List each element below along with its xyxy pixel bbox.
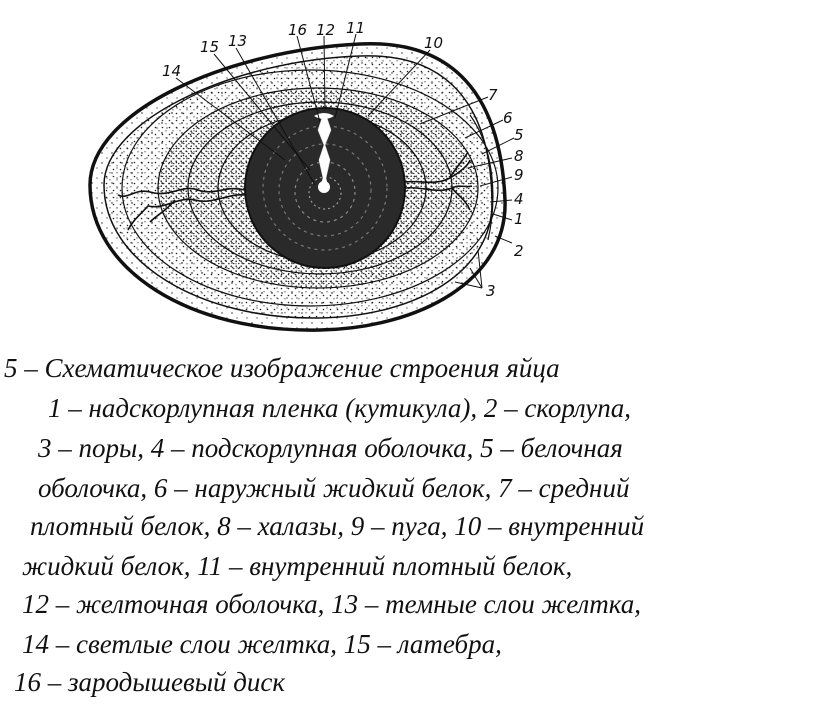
label-5: 5 — [514, 126, 524, 144]
caption-line: 1 – надскорлупная пленка (кутикула), 2 – скорлупа, — [48, 393, 632, 423]
label-15: 15 — [200, 38, 220, 56]
caption-title: 5 – Схематическое изображение строения яйца — [4, 353, 560, 383]
label-8: 8 — [514, 147, 524, 165]
caption-line: жидкий белок, 11 – внутренний плотный белок, — [22, 551, 573, 581]
label-6: 6 — [503, 109, 513, 127]
caption-line: оболочка, 6 – наружный жидкий белок, 7 – средний — [38, 473, 630, 503]
caption-line: 14 – светлые слои желтка, 15 – латебра, — [22, 629, 502, 659]
caption-line: 16 – зародышевый диск — [14, 667, 286, 697]
label-10: 10 — [424, 34, 444, 52]
label-12: 12 — [316, 21, 336, 39]
label-14: 14 — [162, 62, 182, 80]
label-9: 9 — [514, 166, 524, 184]
label-7: 7 — [488, 86, 498, 104]
label-11: 11 — [346, 19, 366, 37]
label-2: 2 — [514, 242, 524, 260]
caption-line: плотный белок, 8 – халазы, 9 – пуга, 10 – внутренний — [30, 511, 645, 541]
caption-line: 3 – поры, 4 – подскорлупная оболочка, 5 – белочная — [38, 433, 623, 463]
label-1: 1 — [514, 210, 524, 228]
latebra-center — [318, 181, 330, 193]
label-16: 16 — [288, 21, 308, 39]
label-13: 13 — [228, 32, 248, 50]
caption-line: 12 – желточная оболочка, 13 – темные слои желтка, — [22, 589, 641, 619]
yolk-group — [245, 108, 405, 268]
label-3: 3 — [486, 282, 496, 300]
label-4: 4 — [514, 190, 524, 208]
egg-structure-diagram — [0, 0, 832, 345]
